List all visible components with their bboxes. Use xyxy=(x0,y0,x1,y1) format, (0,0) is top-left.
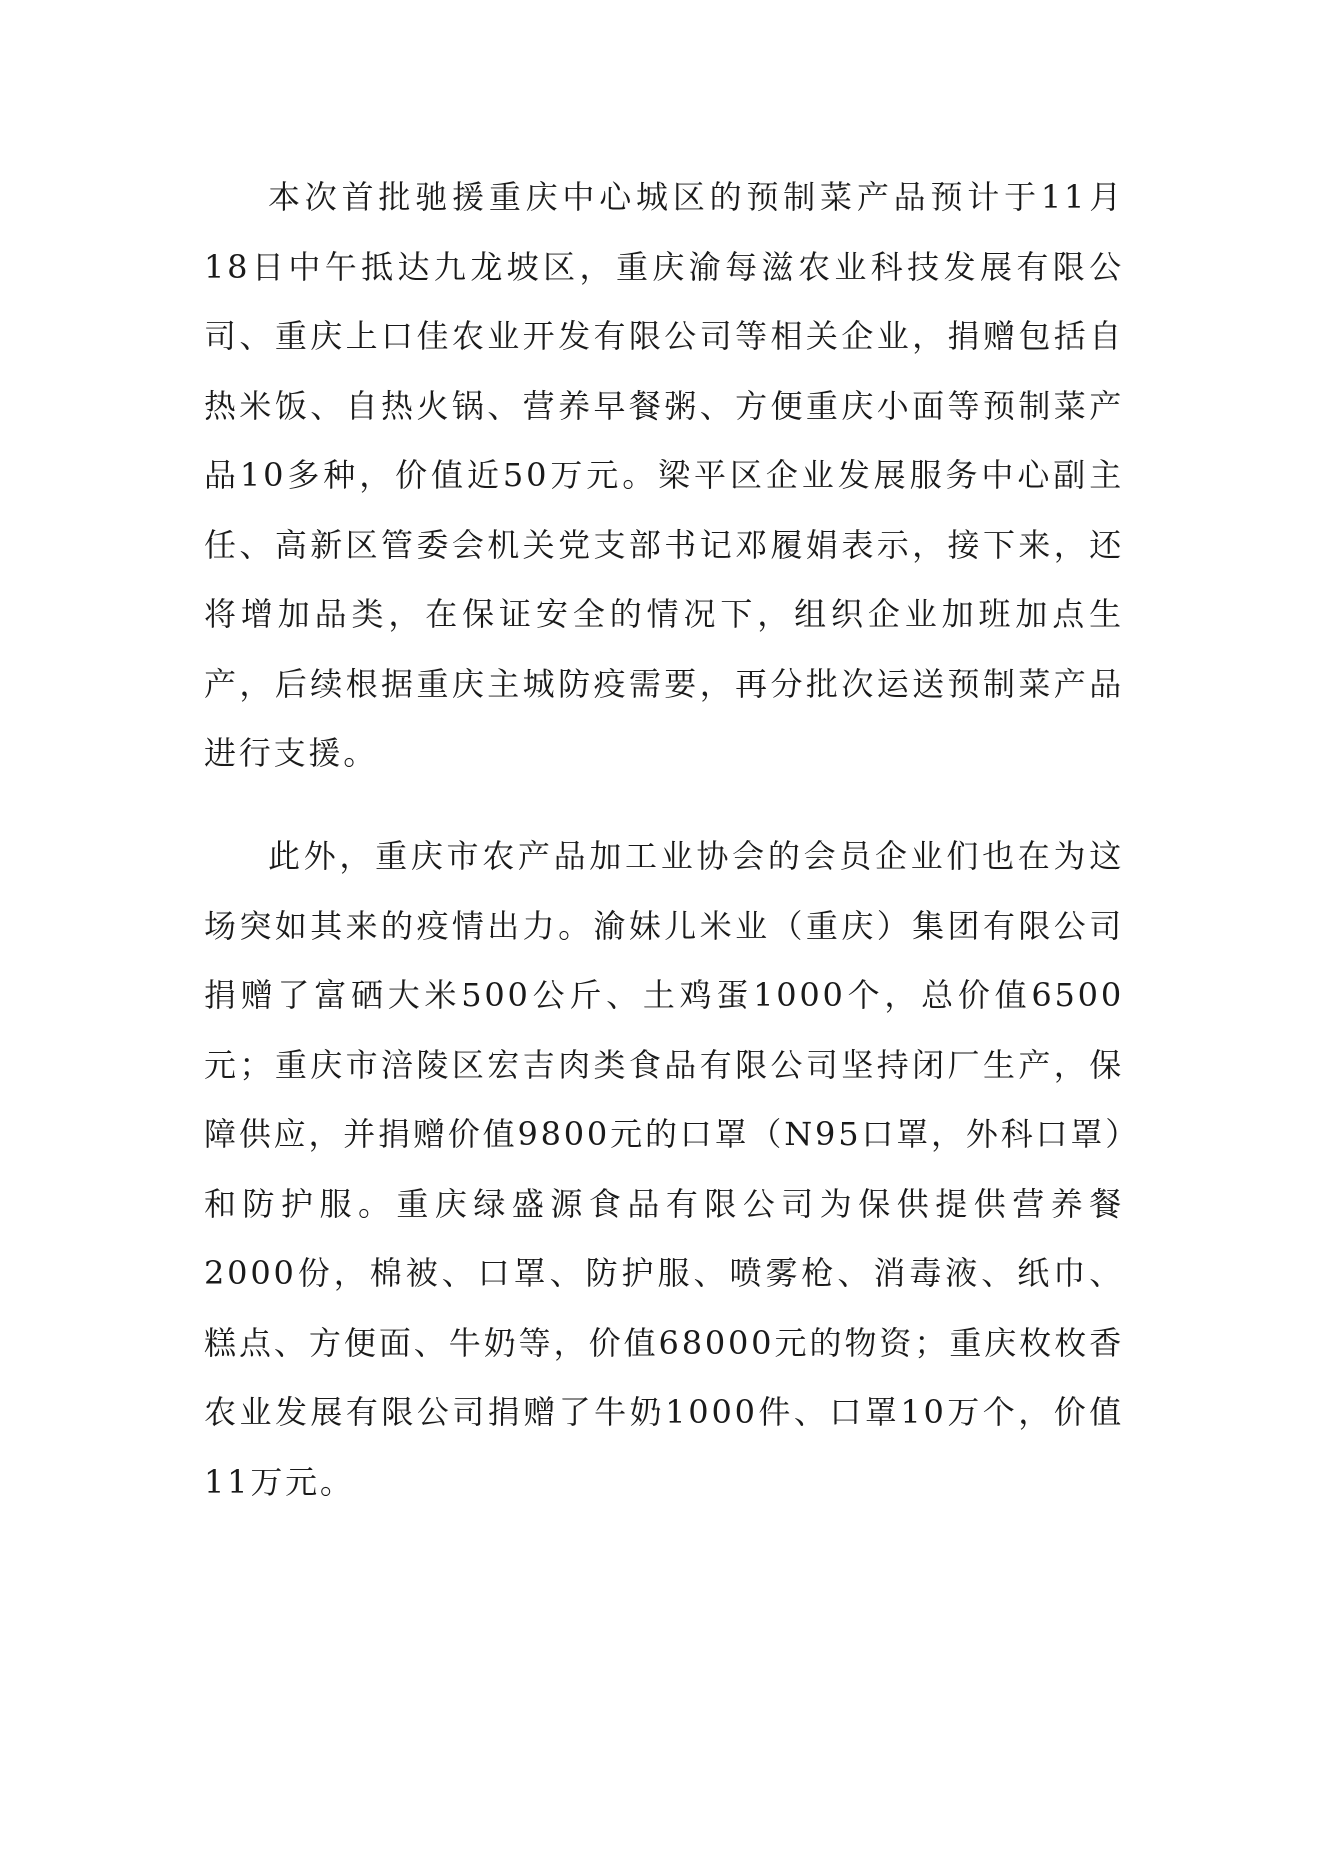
paragraph-member-donations: 此外，重庆市农产品加工业协会的会员企业们也在为这场突如其来的疫情出力。渝妹儿米业（重庆）集团有限公司捐赠了富硒大米500公斤、土鸡蛋1000个，总价值6500元；重庆市涪陵区宏吉肉类食品有限公司坚持闭厂生产，保障供应，并捐赠价值9800元的口罩（N95口罩，外科口罩）和防护服。重庆绿盛源食品有限公司为保供提供营养餐2000份，棉被、口罩、防护服、喷雾枪、消毒液、纸巾、糕点、方便面、牛奶等，价值68000元的物资；重庆枚枚香农业发展有限公司捐赠了牛奶1000件、口罩10万个，价值11万元。 xyxy=(204,837,1124,1501)
paragraph-prepared-food-aid: 本次首批驰援重庆中心城区的预制菜产品预计于11月18日中午抵达九龙坡区，重庆渝每滋农业科技发展有限公司、重庆上口佳农业开发有限公司等相关企业，捐赠包括自热米饭、自热火锅、营养早餐粥、方便重庆小面等预制菜产品10多种，价值近50万元。梁平区企业发展服务中心副主任、高新区管委会机关党支部书记邓履娟表示，接下来，还将增加品类，在保证安全的情况下，组织企业加班加点生产，后续根据重庆主城防疫需要，再分批次运送预制菜产品进行支援。 xyxy=(204,178,1124,772)
